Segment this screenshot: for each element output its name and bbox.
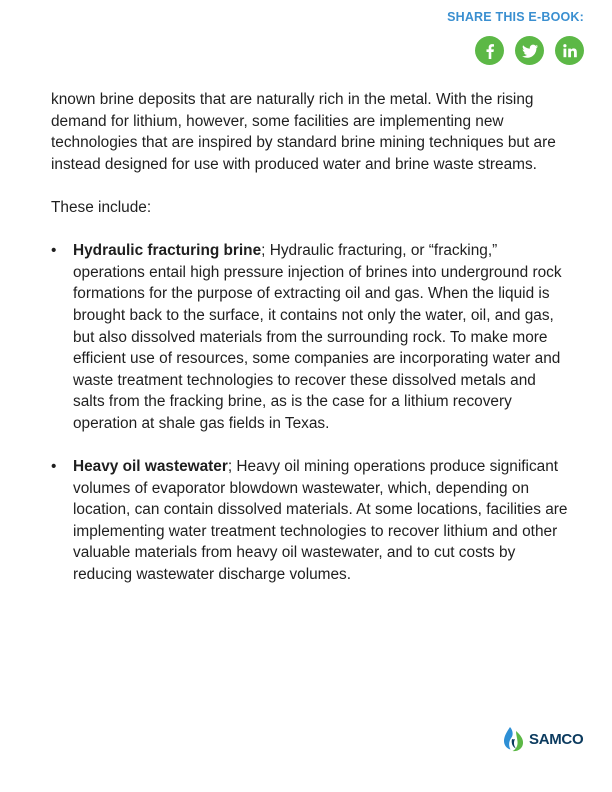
- linkedin-icon: [562, 43, 578, 59]
- bullet-term: Heavy oil wastewater: [73, 458, 228, 476]
- bullet-term: Hydraulic fracturing brine: [73, 242, 262, 260]
- bullet-text: ; Heavy oil mining operations produce significant volumes of evaporator blowdown wastewater, which, depending on location, can contain dissolved materials. At some locations, facilities are implementing water treatment technologies to recover lithium and other valuable materials from heavy oil wastewater, and to cut costs by reducing wastewater discharge volumes.: [73, 458, 568, 584]
- twitter-icon: [521, 43, 539, 59]
- linkedin-share-button[interactable]: [555, 36, 584, 65]
- facebook-icon: [482, 42, 498, 60]
- samco-logo-text: SAMCO: [529, 730, 584, 748]
- bullet-list: [51, 240, 571, 586]
- these-include-text: These include:: [51, 198, 152, 216]
- bullet-text: ; Hydraulic fracturing, or “fracking,” operations entail high pressure injection of brines into underground rock formations for the purpose of extracting oil and gas. When the liquid is brought back to the surface, it contains not only the water, oil, and gas, but also dissolved materials from the surrounding rock. To make more efficient use of resources, some companies are incorporating water and waste treatment technologies to recover these dissolved metals and salts from the fracking brine, as is the case for a lithium recovery operation at shale gas fields in Texas.: [73, 242, 562, 432]
- share-buttons: [475, 36, 584, 65]
- list-item: [51, 456, 571, 586]
- samco-drop-icon: [503, 725, 525, 753]
- twitter-share-button[interactable]: [515, 36, 544, 65]
- facebook-share-button[interactable]: [475, 36, 504, 65]
- samco-logo: [503, 725, 583, 753]
- intro-paragraph: known brine deposits that are naturally rich in the metal. With the rising demand for lithium, however, some facilities are implementing new technologies that are inspired by standard brine mining techniques but are instead designed for use with produced water and brine waste streams.: [51, 91, 556, 173]
- page-body: [51, 89, 571, 607]
- list-item: [51, 240, 571, 434]
- share-ebook-label: SHARE THIS E-BOOK:: [447, 10, 584, 24]
